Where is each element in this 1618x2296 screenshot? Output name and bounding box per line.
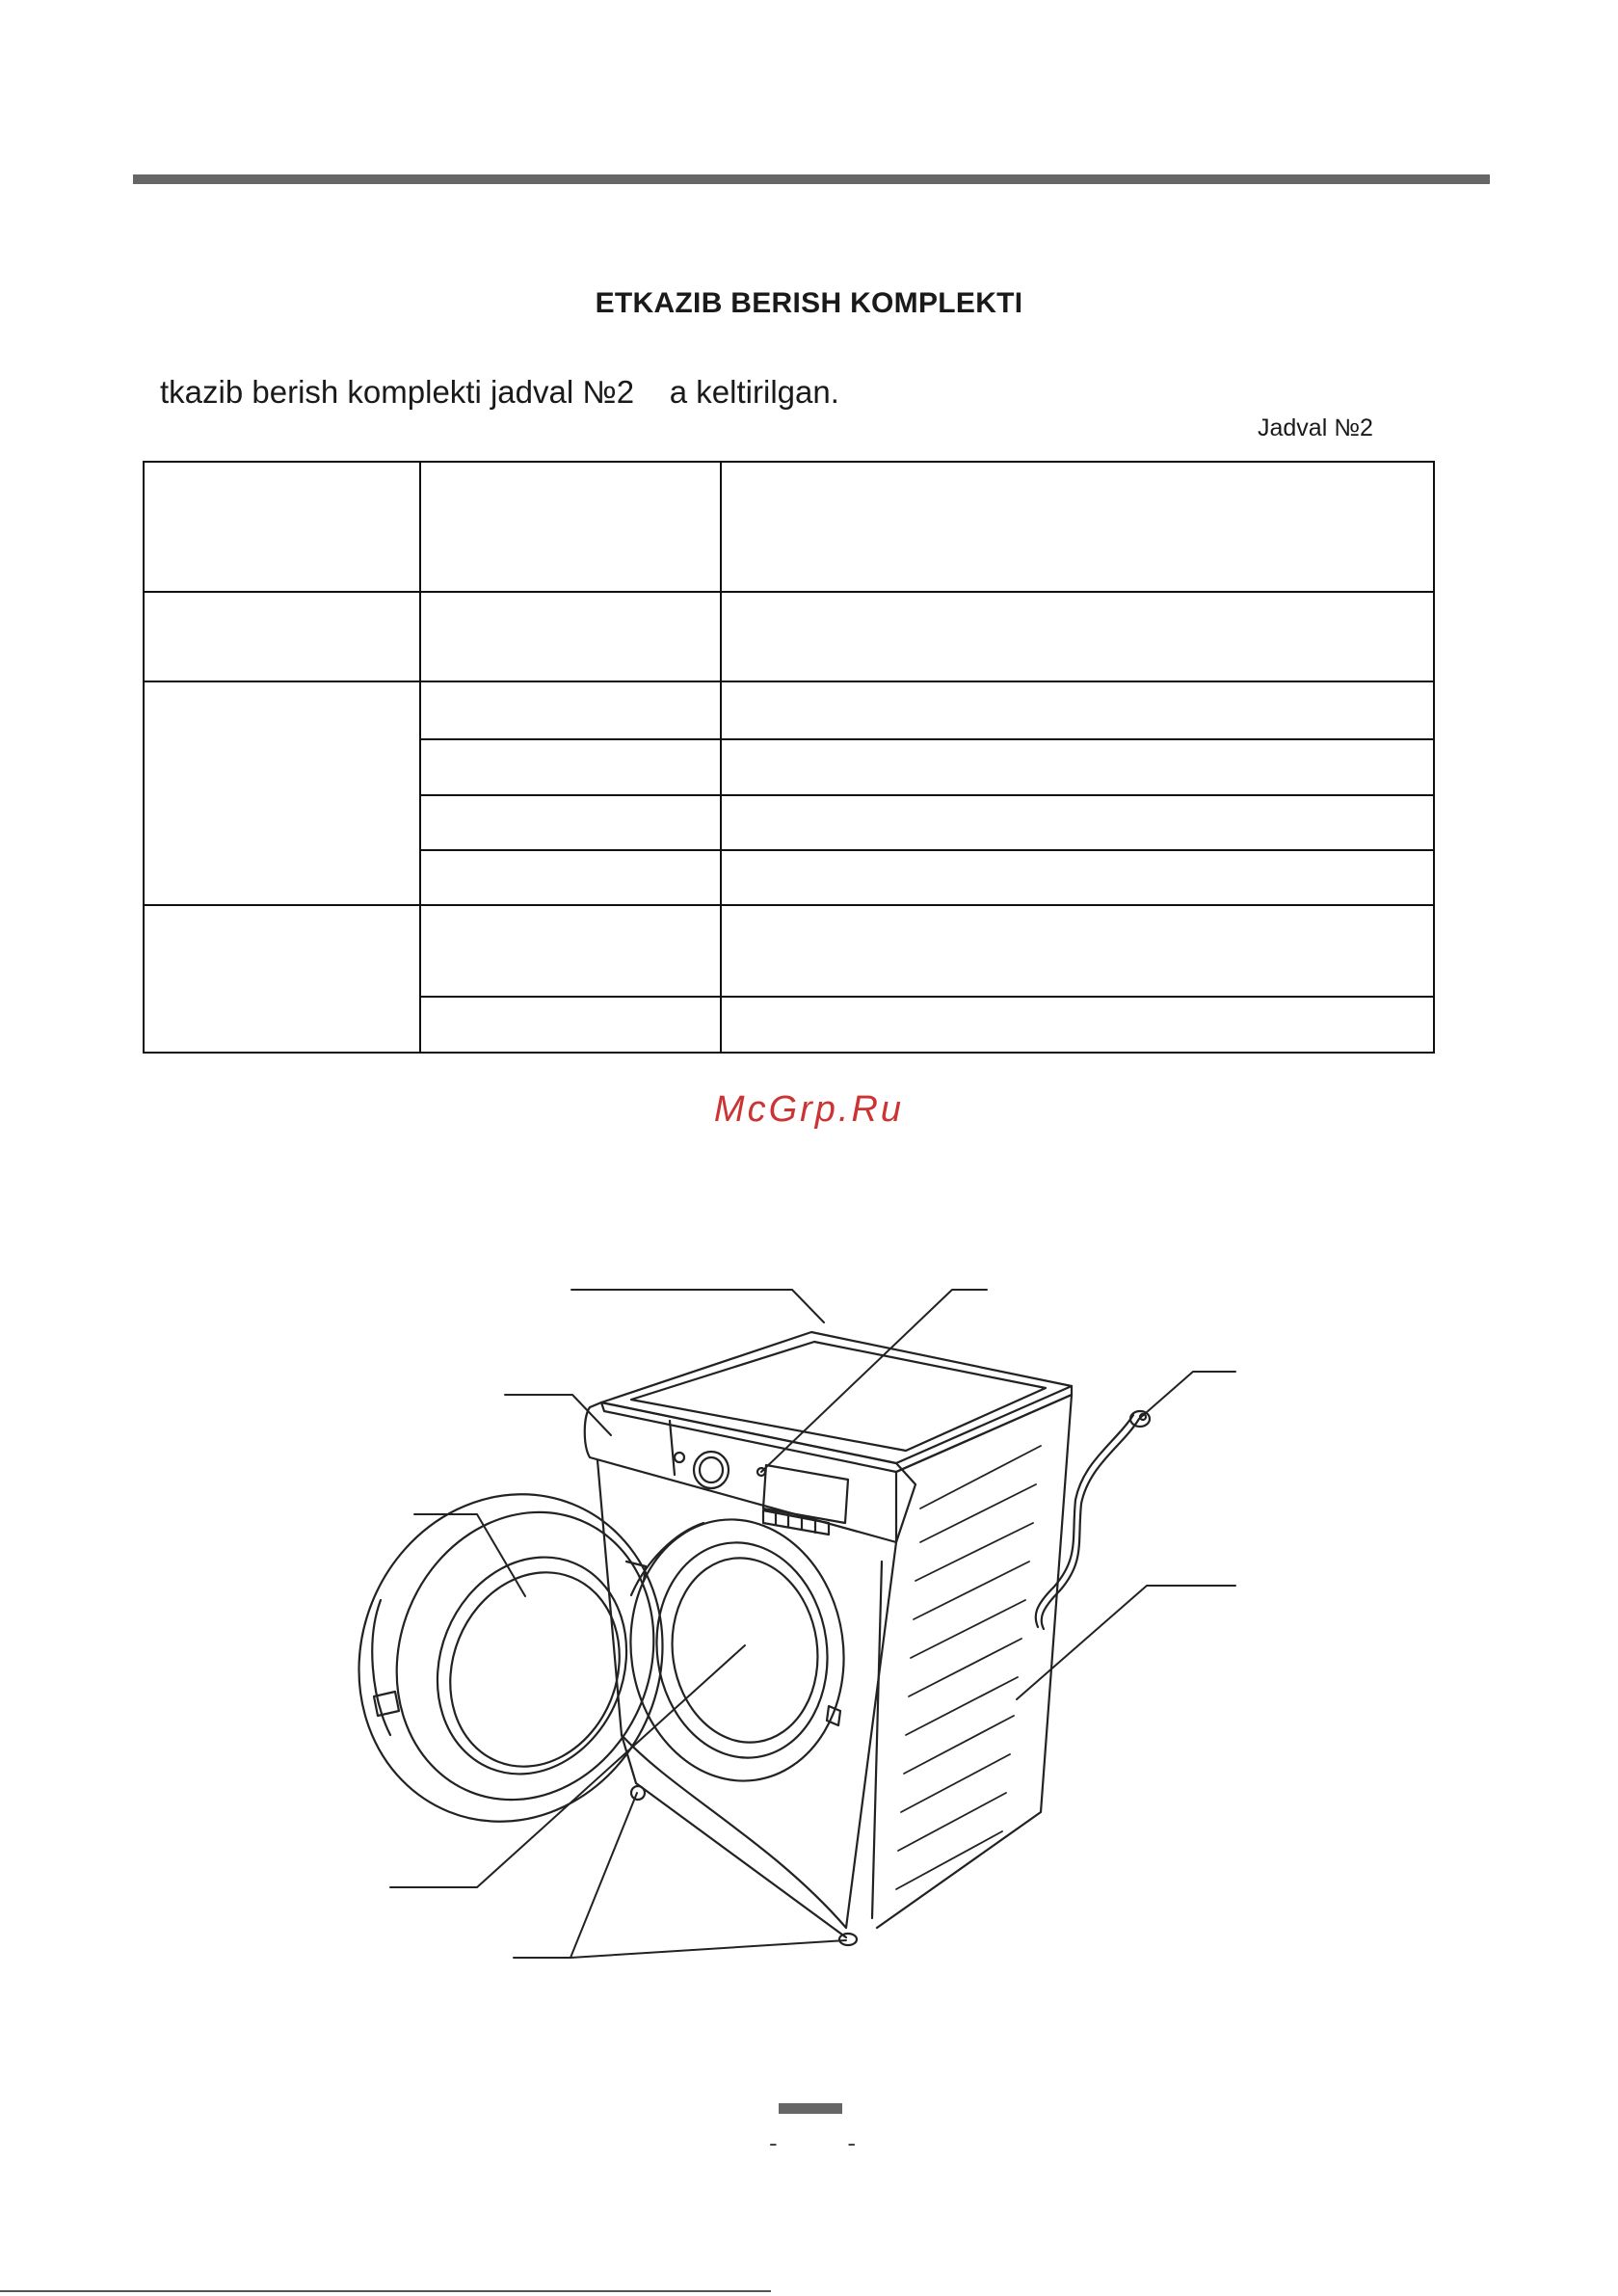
- table-cell: [420, 850, 721, 905]
- intro-text: tkazib berish komplekti jadval №2 a keltirilgan.: [160, 374, 839, 410]
- delivery-kit-table: [143, 461, 1435, 1054]
- washing-machine-illustration: [0, 1234, 1618, 1986]
- table-cell: [144, 905, 420, 1053]
- side-vents: [896, 1446, 1041, 1889]
- table-cell: [420, 681, 721, 739]
- table-cell: [721, 592, 1434, 681]
- table-cell: [721, 850, 1434, 905]
- page-footer: [769, 2128, 856, 2158]
- table-cell: [420, 462, 721, 592]
- table-cell: [144, 592, 420, 681]
- header-rule: [133, 174, 1490, 184]
- table-cell: [721, 795, 1434, 850]
- table-cell: [721, 997, 1434, 1053]
- table-cell: [420, 739, 721, 794]
- footer-mark-right: -: [847, 2128, 856, 2157]
- section-title: ETKAZIB BERISH KOMPLEKTI: [595, 287, 1023, 319]
- table-row: [144, 905, 1434, 997]
- door: [310, 1448, 711, 1867]
- table-cell: [420, 795, 721, 850]
- table-cell: [144, 462, 420, 592]
- bottom-edge-line: [0, 2290, 771, 2292]
- table-cell: [144, 681, 420, 904]
- table-row: [144, 681, 1434, 739]
- table-cell: [420, 592, 721, 681]
- page-number-bar: [779, 2103, 842, 2114]
- table-cell: [721, 462, 1434, 592]
- power-cord: [1036, 1411, 1150, 1629]
- table-label: Jadval №2: [1258, 414, 1373, 441]
- table-cell: [721, 739, 1434, 794]
- table-row: [144, 592, 1434, 681]
- table-cell: [420, 997, 721, 1053]
- table-cell: [721, 905, 1434, 997]
- table-row: [144, 462, 1434, 592]
- table-cell: [721, 681, 1434, 739]
- footer-mark-left: -: [769, 2128, 778, 2157]
- drum-opening: [614, 1506, 861, 1795]
- table-cell: [420, 905, 721, 997]
- watermark: McGrp.Ru: [713, 1089, 905, 1130]
